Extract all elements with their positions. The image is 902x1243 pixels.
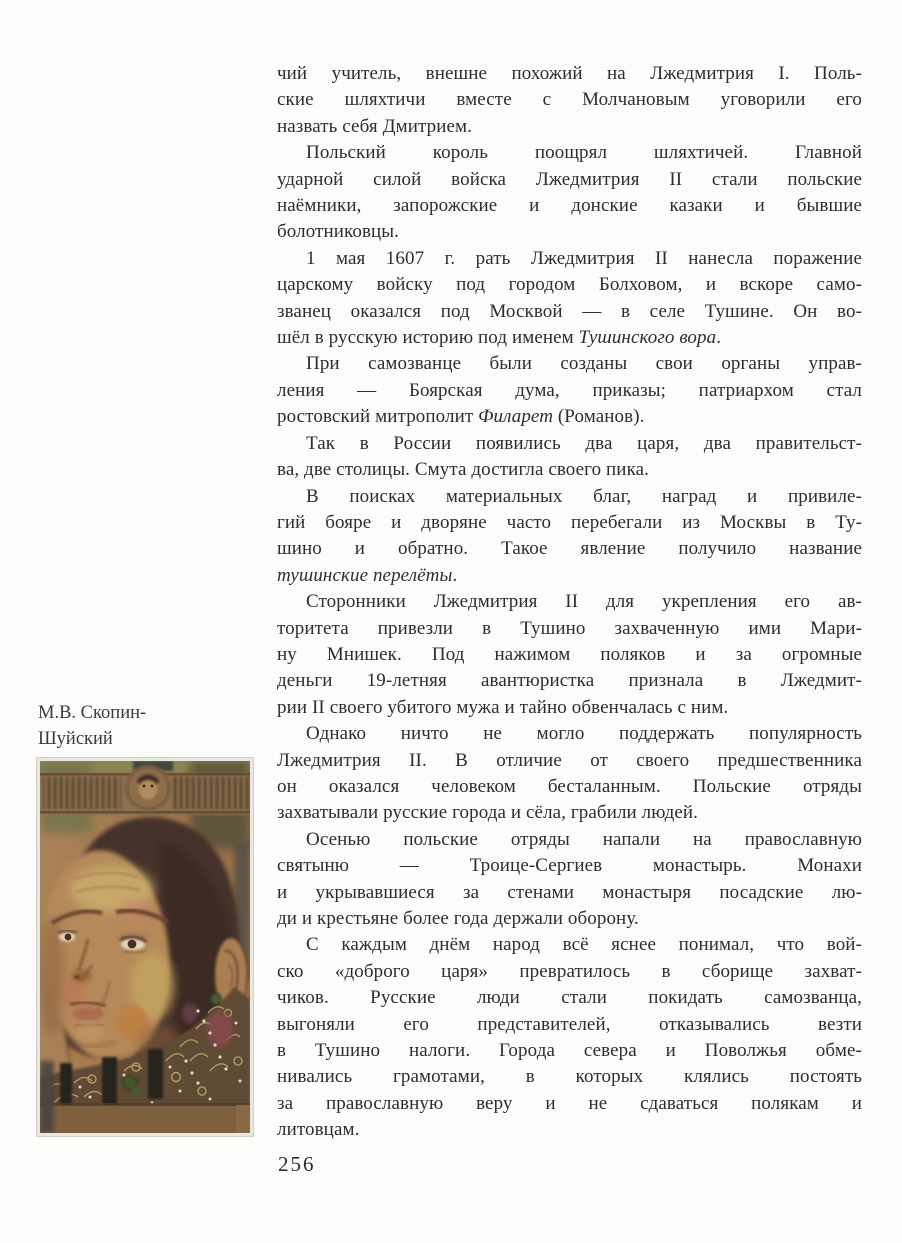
text-line: ские шляхтичи вместе с Молчановым уговорили его bbox=[277, 89, 862, 111]
text-line: Однако ничто не могло поддержать популярность bbox=[306, 723, 862, 745]
text-line: ско «доброго царя» превратилось в сборище захват- bbox=[277, 960, 862, 982]
paragraph bbox=[277, 721, 862, 827]
portrait-image bbox=[40, 761, 250, 1133]
text-line: шёл в русскую историю под именем Тушинского вора. bbox=[277, 327, 722, 349]
text-line: за православную веру и не сдаваться полякам и bbox=[277, 1092, 862, 1114]
text-line: гий бояре и дворяне часто перебегали из Москвы в Ту- bbox=[277, 511, 862, 533]
text-line: Так в России появились два царя, два правительст- bbox=[306, 432, 862, 454]
text-line: тушинские перелёты. bbox=[277, 564, 458, 586]
text-line: нивались грамотами, в которых клялись постоять bbox=[277, 1066, 862, 1088]
text-line: рии II своего убитого мужа и тайно обвенчалась с ним. bbox=[277, 696, 729, 718]
text-line: ди и крестьяне более года держали оборону. bbox=[277, 908, 639, 929]
text-line: Лжедмитрия II. В отличие от своего предшественника bbox=[277, 749, 862, 771]
text-line: званец оказался под Москвой — в селе Тушине. Он во- bbox=[277, 300, 862, 322]
text-line: наёмники, запорожские и донские казаки и бывшие bbox=[277, 195, 862, 217]
figure-caption bbox=[38, 700, 238, 752]
paragraph bbox=[277, 484, 862, 590]
text-line: 1 мая 1607 г. рать Лжедмитрия II нанесла поражение bbox=[306, 247, 862, 269]
text-line: ления — Боярская дума, приказы; патриархом стал bbox=[277, 379, 862, 401]
paragraph bbox=[277, 351, 862, 430]
paragraph bbox=[277, 431, 862, 484]
figure-caption-line1: М.В. Скопин- bbox=[38, 703, 147, 723]
text-line: чиков. Русские люди стали покидать самозванца, bbox=[277, 987, 862, 1009]
text-line: в Тушино налоги. Города севера и Поволжья обме- bbox=[277, 1040, 862, 1062]
text-line: В поисках материальных благ, наград и привиле- bbox=[306, 485, 862, 507]
text-line: болотниковцы. bbox=[277, 221, 400, 243]
text-line: ударной силой войска Лжедмитрия II стали польские bbox=[277, 168, 862, 190]
text-line: шино и обратно. Такое явление получило название bbox=[277, 538, 862, 560]
paragraph bbox=[277, 61, 862, 140]
text-line: С каждым днём народ всё яснее понимал, что вой- bbox=[306, 934, 862, 956]
text-line: и укрывавшиеся за стенами монастыря посадские лю- bbox=[277, 881, 862, 903]
text-line: выгоняли его представителей, отказывались везти bbox=[277, 1013, 862, 1035]
text-line: захватывали русские города и сёла, грабили людей. bbox=[277, 802, 698, 824]
text-line: При самозванце были созданы свои органы управ- bbox=[306, 353, 862, 375]
text-line: святыню — Троице-Сергиев монастырь. Монахи bbox=[277, 855, 862, 877]
page-number: 256 bbox=[278, 1152, 316, 1176]
text-line: торитета привезли в Тушино захваченную ими Мари- bbox=[277, 617, 862, 639]
text-line: Осенью польские отряды напали на православную bbox=[306, 828, 862, 850]
text-line: деньги 19-летняя авантюристка признала в Лжедмит- bbox=[277, 670, 862, 692]
text-line: Польский король поощрял шляхтичей. Главной bbox=[306, 142, 862, 164]
text-line: ну Мнишек. Под нажимом поляков и за огромные bbox=[277, 643, 862, 665]
paragraph bbox=[277, 140, 862, 246]
paragraph bbox=[277, 932, 862, 1143]
text-line: ва, две столицы. Смута достигла своего пика. bbox=[277, 459, 650, 481]
text-line: царскому войску под городом Болховом, и вскоре само- bbox=[277, 274, 862, 296]
text-line: чий учитель, внешне похожий на Лжедмитрия I. Поль- bbox=[277, 63, 862, 84]
text-line: он оказался человеком бесталанным. Польские отряды bbox=[277, 775, 862, 797]
text-line: назвать себя Дмитрием. bbox=[277, 115, 473, 137]
text-line: ростовский митрополит Филарет (Романов). bbox=[277, 406, 645, 428]
paragraph bbox=[277, 589, 862, 721]
text-line: Сторонники Лжедмитрия II для укрепления его ав- bbox=[306, 591, 862, 613]
paragraph bbox=[277, 827, 862, 933]
body-text-column bbox=[277, 61, 862, 1144]
paragraph bbox=[277, 246, 862, 352]
figure-caption-line2: Шуйский bbox=[38, 729, 113, 749]
text-line: литовцам. bbox=[277, 1119, 360, 1141]
figure-skopin-shuisky bbox=[37, 758, 253, 1136]
